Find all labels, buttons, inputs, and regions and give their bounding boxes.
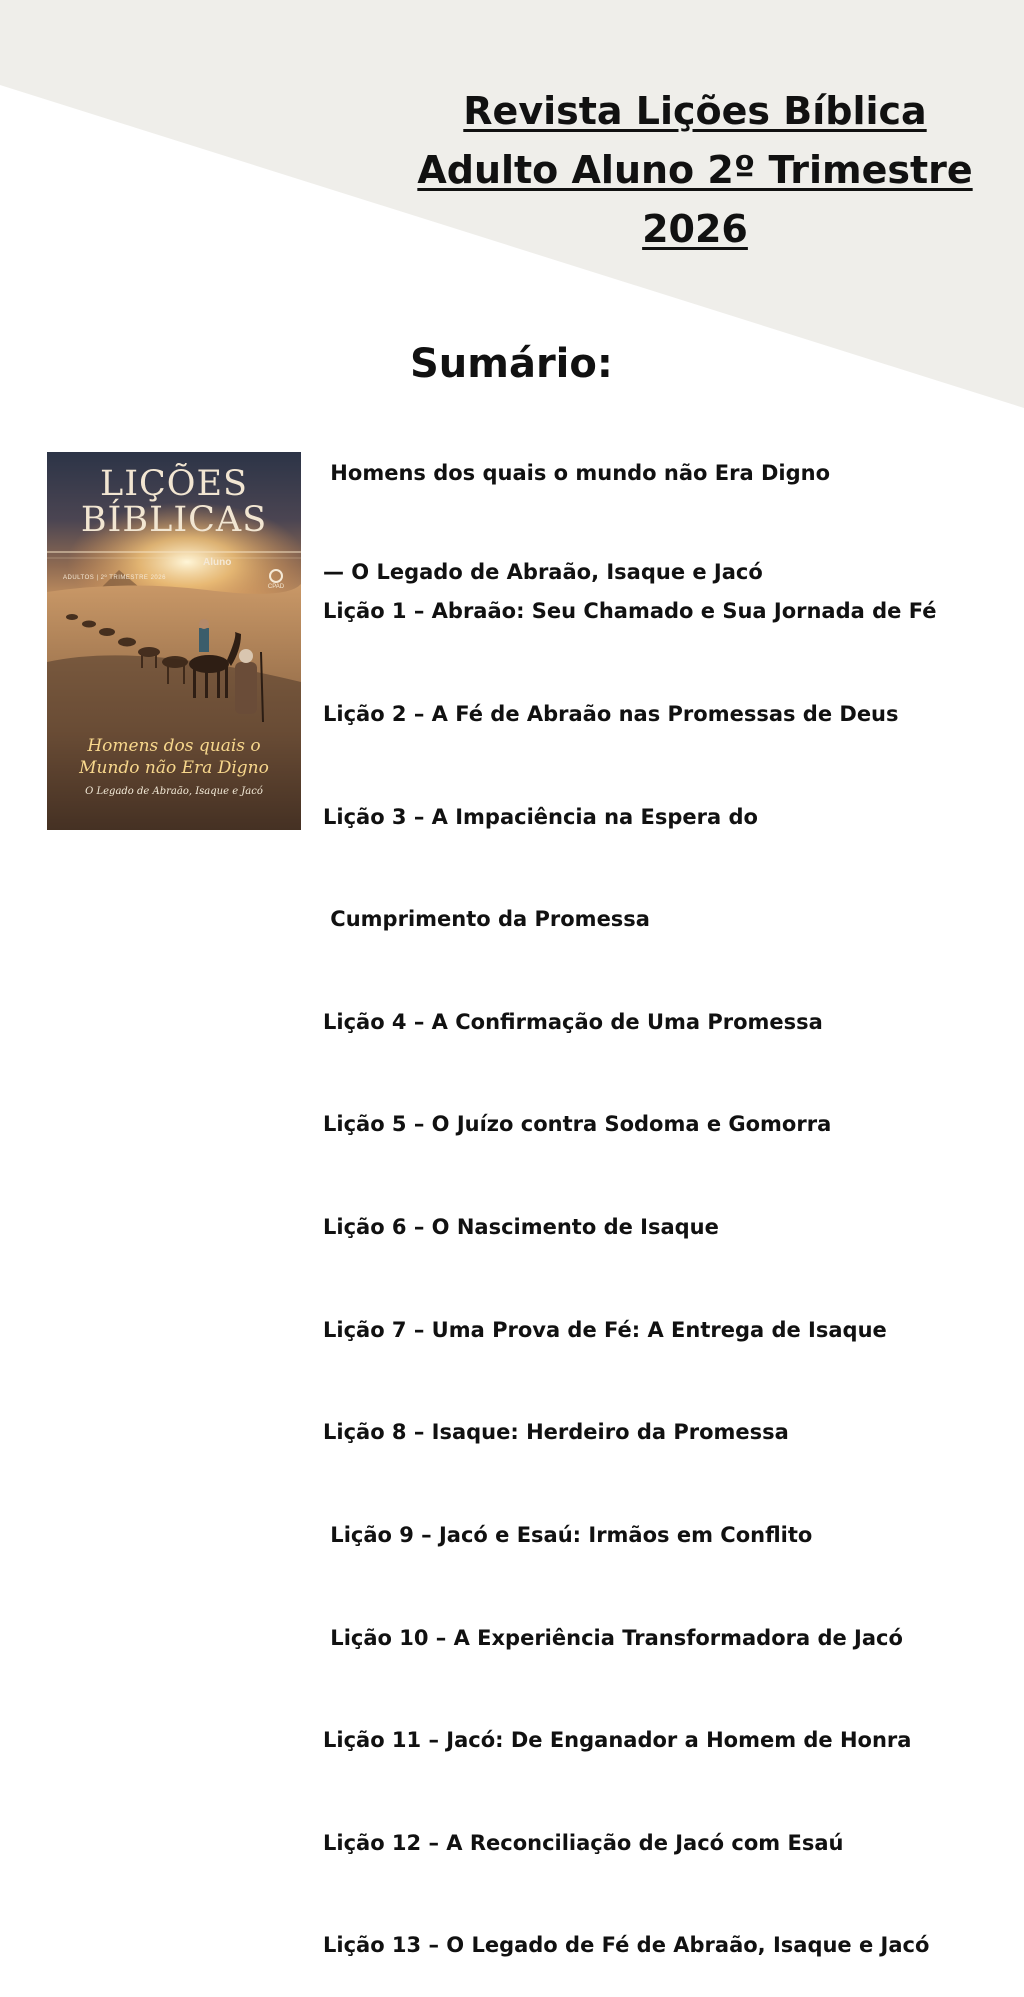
cover-edition-label: Aluno <box>203 557 232 568</box>
lesson-item: Lição 11 – Jacó: De Enganador a Homem de Honra <box>323 1728 912 1753</box>
lesson-item: Lição 8 – Isaque: Herdeiro da Promessa <box>323 1420 789 1445</box>
lesson-item: Lição 1 – Abraão: Seu Chamado e Sua Jornada de Fé <box>323 599 937 624</box>
lesson-list <box>323 526 1013 1997</box>
cover-publisher-logo <box>264 569 288 590</box>
lesson-item: Lição 12 – A Reconciliação de Jacó com Esaú <box>323 1830 844 1855</box>
cover-headline-line-1: Homens dos quais o <box>87 736 261 756</box>
cover-headline-line-2: Mundo não Era Digno <box>79 758 269 778</box>
cover-logo-line-1: LIÇÕES <box>99 464 249 504</box>
cover-logo-text <box>47 466 301 538</box>
theme-line-2: — O Legado de Abraão, Isaque e Jacó <box>323 560 763 584</box>
publisher-logo-icon <box>269 569 283 583</box>
theme-line-1: Homens dos quais o mundo não Era Digno <box>323 461 831 485</box>
cover-trimester-label: ADULTOS | 2º TRIMESTRE 2026 <box>63 575 166 581</box>
lesson-item: Lição 10 – A Experiência Transformadora de Jacó <box>323 1625 903 1650</box>
lesson-item: Lição 4 – A Confirmação de Uma Promessa <box>323 1009 823 1034</box>
title-line-3: 2026 <box>642 207 748 251</box>
lesson-item: Lição 7 – Uma Prova de Fé: A Entrega de Isaque <box>323 1317 887 1342</box>
lesson-item: Lição 3 – A Impaciência na Espera do <box>323 804 758 829</box>
lesson-item: Lição 5 – O Juízo contra Sodoma e Gomorra <box>323 1112 832 1137</box>
lesson-item: Lição 9 – Jacó e Esaú: Irmãos em Conflito <box>323 1522 813 1547</box>
lesson-item: Lição 2 – A Fé de Abraão nas Promessas de Deus <box>323 702 899 727</box>
summary-heading: Sumário: <box>410 341 613 387</box>
publisher-name: CPAD <box>267 584 285 590</box>
title-line-1: Revista Lições Bíblica <box>463 89 927 133</box>
cover-subheadline: O Legado de Abraão, Isaque e Jacó <box>85 786 263 797</box>
lesson-item: Lição 13 – O Legado de Fé de Abraão, Isaque e Jacó <box>323 1933 930 1958</box>
page-title <box>410 82 980 259</box>
cover-headline <box>47 735 301 779</box>
lesson-item: Lição 6 – O Nascimento de Isaque <box>323 1215 719 1240</box>
cover-logo-line-2: BÍBLICAS <box>80 500 268 540</box>
title-line-2: Adulto Aluno 2º Trimestre <box>417 148 973 192</box>
lesson-item: Cumprimento da Promessa <box>323 907 650 932</box>
magazine-cover-image <box>47 452 301 830</box>
